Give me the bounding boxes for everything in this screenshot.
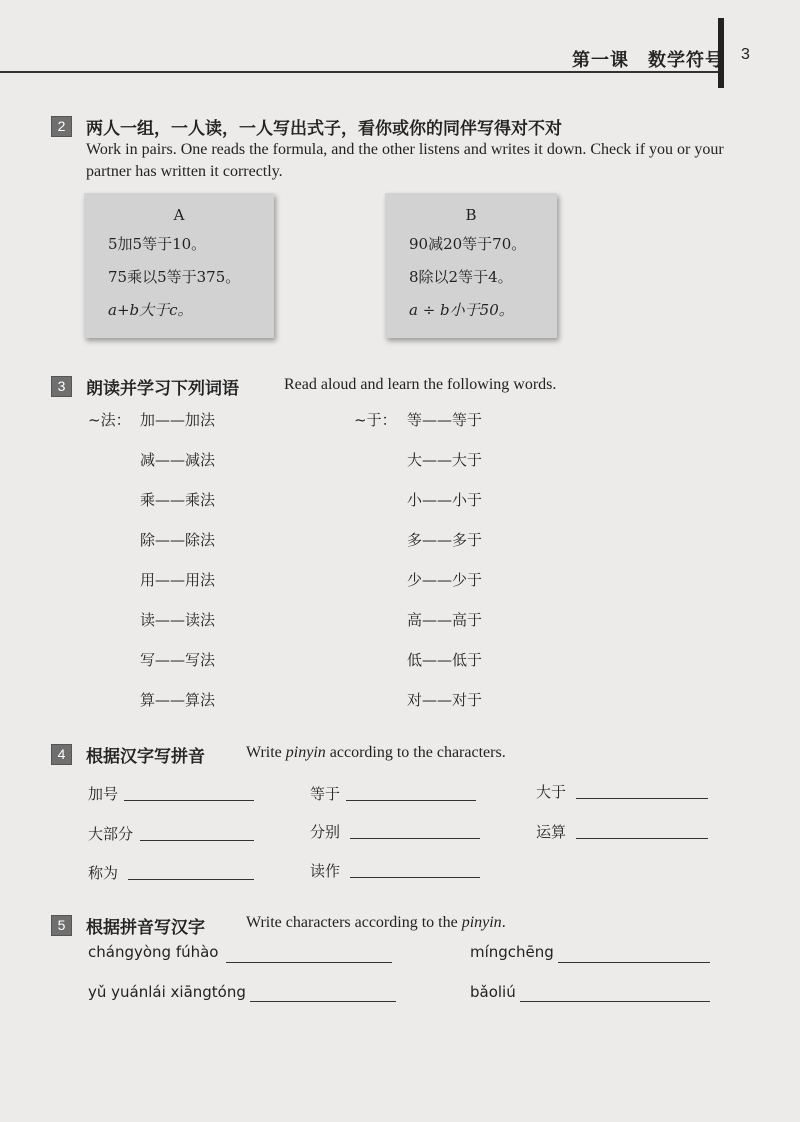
instruction-part: Write characters according to the — [246, 914, 462, 931]
exercise-4-instruction — [246, 744, 506, 762]
word-pair-right: 少——少于 — [407, 571, 483, 589]
word-pair-right: 大——大于 — [407, 451, 483, 469]
answer-blank[interactable] — [558, 944, 710, 963]
card-a-line: 5加5等于10。 — [108, 235, 207, 253]
instruction-part: according to the characters. — [325, 744, 506, 761]
answer-blank[interactable] — [350, 820, 480, 839]
word-pair-left: 算——算法 — [140, 691, 216, 709]
card-b-line: 8除以2等于4。 — [409, 268, 513, 286]
word-pair-right: 等——等于 — [407, 411, 483, 429]
pinyin-item-label: 大于 — [536, 783, 567, 801]
word-pair-left: 写——写法 — [140, 651, 216, 669]
instruction-pinyin-word: pinyin — [285, 744, 326, 761]
answer-blank[interactable] — [350, 859, 480, 878]
pinyin-item-label: 读作 — [310, 862, 341, 880]
word-pair-right: 对——对于 — [407, 691, 483, 709]
pinyin-item-label: 运算 — [536, 823, 567, 841]
answer-blank[interactable] — [124, 782, 254, 801]
exercise-5-badge: 5 — [51, 915, 72, 936]
page-number: 3 — [741, 46, 750, 63]
word-pair-left: 用——用法 — [140, 571, 216, 589]
exercise-3-title: 朗读并学习下列词语 — [86, 379, 239, 399]
instruction-part: . — [501, 914, 506, 931]
left-prefix: ~法： — [88, 411, 131, 429]
card-a-line: a+b大于c。 — [108, 301, 193, 319]
exercise-4-badge: 4 — [51, 744, 72, 765]
exercise-2-badge: 2 — [51, 116, 72, 137]
card-a-line: 75乘以5等于375。 — [108, 268, 241, 286]
answer-blank[interactable] — [128, 861, 254, 880]
word-pair-left: 乘——乘法 — [140, 491, 216, 509]
answer-blank[interactable] — [226, 944, 392, 963]
exercise-3-instruction: Read aloud and learn the following words. — [284, 376, 557, 393]
card-a-label: A — [173, 206, 185, 224]
word-pair-right: 多——多于 — [407, 531, 483, 549]
answer-blank[interactable] — [346, 782, 476, 801]
exercise-2-title: 两人一组，一人读，一人写出式子，看你或你的同伴写得对不对 — [86, 119, 562, 139]
word-pair-right: 低——低于 — [407, 651, 483, 669]
pinyin-item-label: 等于 — [310, 785, 341, 803]
answer-blank[interactable] — [140, 822, 254, 841]
card-b-line: 90减20等于70。 — [409, 235, 527, 253]
word-pair-left: 除——除法 — [140, 531, 216, 549]
word-pair-right: 小——小于 — [407, 491, 483, 509]
answer-blank[interactable] — [520, 983, 710, 1002]
right-prefix: ~于： — [354, 411, 397, 429]
card-b — [385, 193, 557, 338]
word-pair-left: 读——读法 — [140, 611, 216, 629]
instruction-pinyin-word: pinyin — [461, 914, 502, 931]
exercise-5-title: 根据拼音写汉字 — [86, 918, 205, 938]
card-b-label: B — [465, 206, 477, 224]
card-a — [84, 193, 274, 338]
pinyin-item-label: 称为 — [88, 864, 119, 882]
answer-blank[interactable] — [250, 983, 396, 1002]
word-pair-right: 高——高于 — [407, 611, 483, 629]
exercise-2-instruction: Work in pairs. One reads the formula, and the other listens and writes it down. Check if you or your partner has written it correctly. — [86, 141, 724, 180]
pinyin-item-label: 分别 — [310, 823, 341, 841]
answer-blank[interactable] — [576, 820, 708, 839]
word-pair-left: 加——加法 — [140, 411, 216, 429]
exercise-4-title: 根据汉字写拼音 — [86, 747, 205, 767]
exercise-5-instruction — [246, 914, 506, 932]
pinyin-item-label: 加号 — [88, 785, 119, 803]
instruction-part: Write — [246, 744, 286, 761]
exercise-3-badge: 3 — [51, 376, 72, 397]
chapter-title: 第一课 数学符号 — [572, 50, 724, 71]
answer-blank[interactable] — [576, 780, 708, 799]
card-b-line: a ÷ b小于50。 — [409, 301, 514, 319]
hanzi-item-label: yǔ yuánlái xiāngtóng — [88, 983, 246, 1001]
hanzi-item-label: míngchēng — [470, 943, 554, 961]
hanzi-item-label: chángyòng fúhào — [88, 943, 219, 961]
pinyin-item-label: 大部分 — [88, 825, 134, 843]
hanzi-item-label: bǎoliú — [470, 983, 516, 1001]
word-pair-left: 减——减法 — [140, 451, 216, 469]
